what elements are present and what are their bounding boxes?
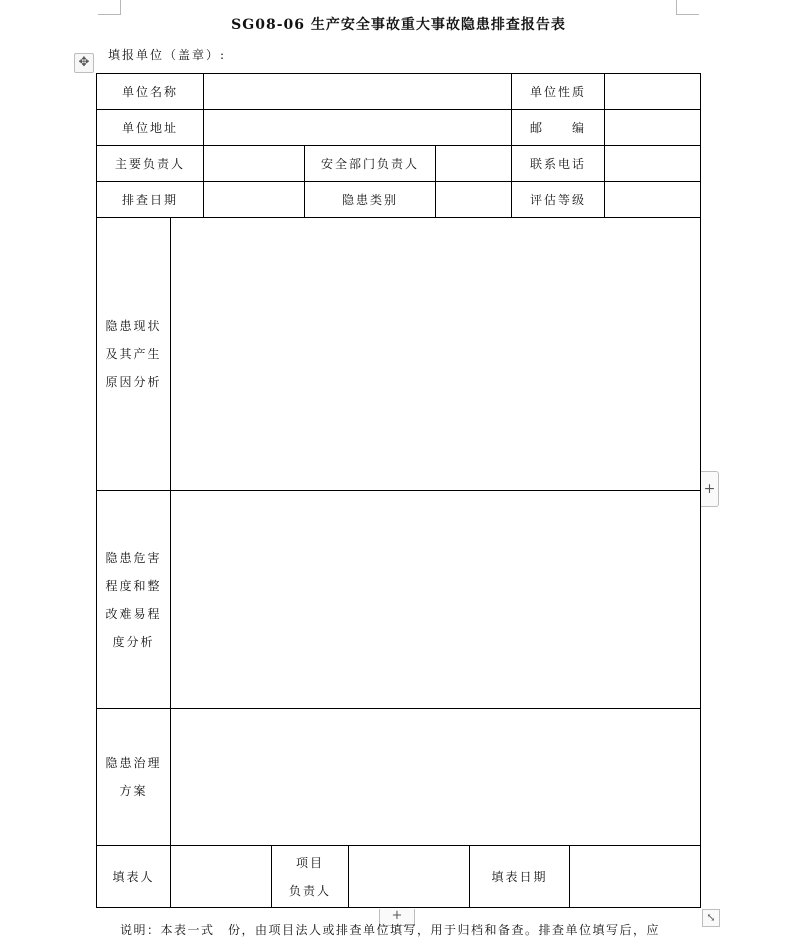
field-unit-nature[interactable] [605, 74, 700, 109]
label-filled-by: 填表人 [112, 870, 155, 884]
label-phone: 联系电话 [529, 156, 586, 171]
label-line: 负责人 [288, 884, 331, 898]
label-main-leader: 主要负责人 [114, 156, 185, 171]
label-hazard-type: 隐患类别 [341, 192, 398, 207]
field-rating[interactable] [605, 182, 700, 217]
label-unit-name: 单位名称 [121, 84, 178, 99]
resize-icon[interactable]: ⤡ [702, 909, 720, 927]
field-fill-date[interactable] [570, 846, 700, 908]
field-main-leader[interactable] [204, 146, 304, 181]
footnote: 说明：本表一式 份，由项目法人或排查单位填写，用于归档和备查。排查单位填写后，应 [120, 923, 661, 937]
move-icon[interactable]: ✥ [74, 53, 94, 73]
field-filled-by[interactable] [171, 846, 271, 908]
label-unit-address: 单位地址 [121, 120, 178, 135]
label-fill-date: 填表日期 [491, 870, 548, 884]
label-line: 隐患治理 [105, 756, 162, 770]
label-check-date: 排查日期 [121, 192, 178, 207]
label-line: 原因分析 [105, 375, 162, 389]
label-rating: 评估等级 [529, 192, 586, 207]
field-project-leader[interactable] [349, 846, 469, 908]
label-postcode: 邮 编 [529, 120, 586, 135]
add-column-plus-icon[interactable]: + [701, 471, 719, 507]
field-hazard-harm[interactable] [171, 491, 700, 708]
label-line: 项目 [295, 856, 324, 870]
field-postcode[interactable] [605, 110, 700, 145]
field-hazard-plan[interactable] [171, 709, 700, 845]
label-line: 程度和整 [105, 578, 162, 593]
label-hazard-harm [97, 491, 170, 708]
add-row-plus-icon[interactable]: + [379, 909, 415, 926]
label-line: 改难易程 [105, 606, 162, 621]
label-line: 度分析 [112, 634, 155, 649]
label-line: 及其产生 [105, 347, 162, 361]
field-safety-leader[interactable] [436, 146, 511, 181]
filler-label: 填报单位（盖章）: [108, 48, 227, 62]
field-unit-address[interactable] [204, 110, 511, 145]
label-line: 隐患现状 [105, 319, 162, 333]
label-hazard-status [97, 218, 170, 490]
label-line: 方案 [119, 784, 148, 798]
field-check-date[interactable] [204, 182, 304, 217]
field-hazard-type[interactable] [436, 182, 511, 217]
field-hazard-status[interactable] [171, 218, 700, 490]
label-safety-leader: 安全部门负责人 [320, 156, 419, 171]
page-title: SG08-06 生产安全事故重大事故隐患排查报告表 [231, 17, 566, 33]
field-unit-name[interactable] [204, 74, 511, 109]
label-project-leader [272, 846, 348, 908]
label-line: 隐患危害 [105, 550, 162, 565]
label-unit-nature: 单位性质 [529, 84, 586, 99]
field-phone[interactable] [605, 146, 700, 181]
label-hazard-plan [97, 709, 170, 845]
